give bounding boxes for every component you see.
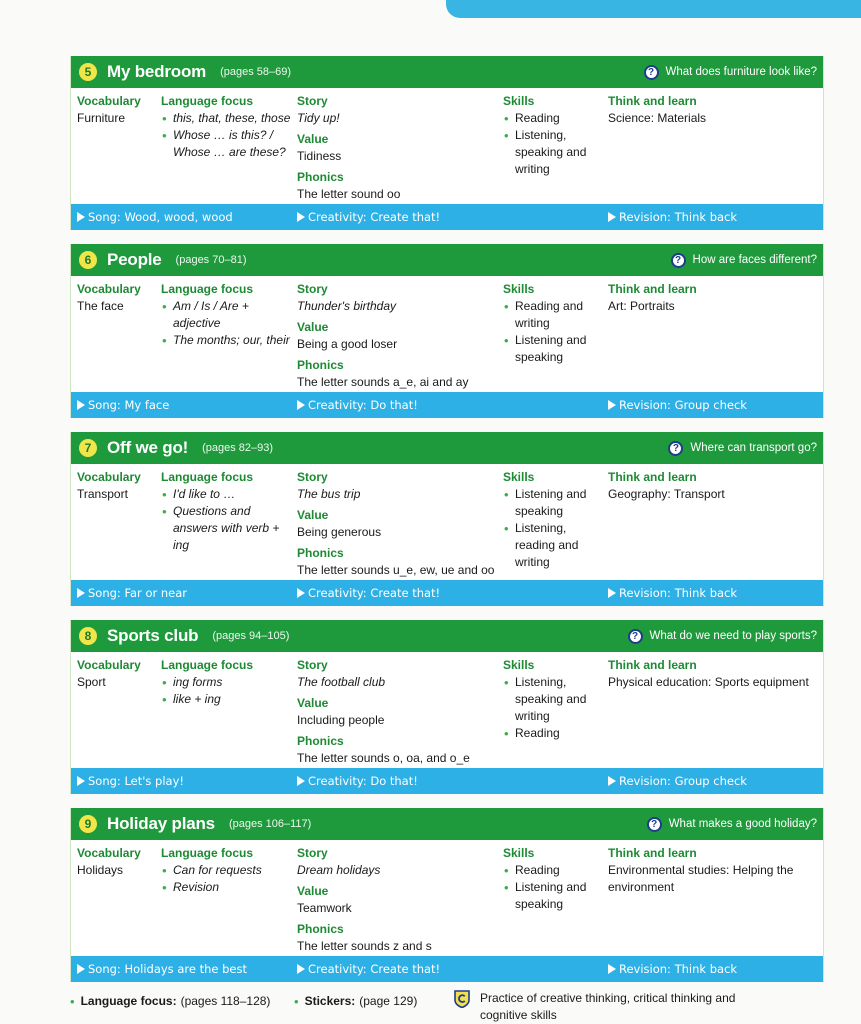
song-label: Song: My face [88,398,170,412]
vocabulary-column [77,469,157,503]
phonics-heading: Phonics [297,358,344,372]
skills-column [503,281,603,366]
phonics-text: The letter sounds u_e, ew, ue and oo [297,563,495,577]
revision-link [608,774,747,788]
language-focus-column [161,657,291,708]
story-heading: Story [297,470,328,484]
units-list [70,56,824,996]
revision-link [608,586,737,600]
language-focus-item: • Questions and answers with verb + ing [161,503,291,554]
language-focus-list [161,110,291,161]
play-arrow-icon [77,776,85,786]
play-arrow-icon [608,588,616,598]
vocabulary-heading: Vocabulary [77,658,141,672]
unit-pages: (pages 70–81) [175,254,247,266]
vocabulary-text: Transport [77,487,128,501]
think-and-learn-column [608,281,823,315]
skills-column [503,845,603,913]
unit-footer-bar [71,204,823,230]
unit-title: Sports club [107,626,199,645]
vocabulary-text: The face [77,299,124,313]
creativity-label: Creativity: Do that! [308,398,418,412]
song-link [77,398,169,412]
skills-list [503,110,603,178]
think-and-learn-heading: Think and learn [608,846,697,860]
big-question [671,253,817,268]
value-text: Teamwork [297,901,352,915]
unit-body [71,88,823,204]
unit-block [70,808,824,982]
big-question-text: What do we need to play sports? [649,630,817,642]
big-question-text: What does furniture look like? [665,66,817,78]
question-icon: ? [671,253,686,268]
story-title: Dream holidays [297,863,381,877]
play-arrow-icon [608,964,616,974]
phonics-text: The letter sounds o, oa, and o_e [297,751,470,765]
vocabulary-heading: Vocabulary [77,282,141,296]
unit-body [71,840,823,956]
play-arrow-icon [77,212,85,222]
language-focus-heading: Language focus [161,846,254,860]
value-heading: Value [297,132,329,146]
song-link [77,210,233,224]
unit-footer-bar [71,956,823,982]
footnote-practice [454,990,770,1024]
value-heading: Value [297,508,329,522]
think-and-learn-text: Geography: Transport [608,487,725,501]
language-focus-list [161,674,291,708]
value-text: Being generous [297,525,382,539]
unit-title: Off we go! [107,438,189,457]
creativity-link [297,962,440,976]
value-heading: Value [297,696,329,710]
story-heading: Story [297,94,328,108]
language-focus-list [161,862,291,896]
story-column [297,281,497,391]
language-focus-item: • like + ing [161,691,291,708]
skill-item: • Reading [503,110,603,127]
song-link [77,774,184,788]
creativity-label: Creativity: Create that! [308,962,441,976]
creativity-label: Creativity: Create that! [308,586,441,600]
skill-item: • Listening and speaking [503,332,603,366]
play-arrow-icon [608,400,616,410]
skill-item: • Listening and speaking [503,486,603,520]
skills-heading: Skills [503,658,535,672]
big-question-text: What makes a good holiday? [668,818,817,830]
value-text: Including people [297,713,385,727]
creativity-link [297,586,440,600]
song-label: Song: Holidays are the best [88,962,247,976]
footnote-label: Language focus: [80,994,177,1008]
vocabulary-column [77,281,157,315]
song-link [77,586,187,600]
skill-item: • Listening and speaking [503,879,603,913]
story-heading: Story [297,282,328,296]
vocabulary-text: Sport [77,675,106,689]
big-question-text: Where can transport go? [690,442,817,454]
skills-heading: Skills [503,94,535,108]
think-and-learn-text: Art: Portraits [608,299,675,313]
language-focus-heading: Language focus [161,282,254,296]
revision-link [608,398,747,412]
unit-number-badge: 6 [79,251,97,269]
think-and-learn-heading: Think and learn [608,282,697,296]
value-text: Being a good loser [297,337,398,351]
think-and-learn-column [608,657,823,691]
vocabulary-heading: Vocabulary [77,470,141,484]
phonics-heading: Phonics [297,922,344,936]
unit-header [71,808,823,840]
big-question [647,817,817,832]
skills-list [503,862,603,913]
unit-number-badge: 9 [79,815,97,833]
vocabulary-column [77,657,157,691]
creativity-link [297,398,418,412]
unit-footer-bar [71,768,823,794]
unit-header [71,432,823,464]
big-question [628,629,818,644]
song-label: Song: Let's play! [88,774,185,788]
unit-body [71,276,823,392]
unit-footer-bar [71,580,823,606]
unit-block [70,56,824,230]
big-question [644,65,818,80]
language-focus-item: • The months; our, their [161,332,291,349]
unit-block [70,244,824,418]
vocabulary-column [77,93,157,127]
question-icon: ? [668,441,683,456]
revision-link [608,962,737,976]
vocabulary-text: Furniture [77,111,126,125]
think-and-learn-column [608,469,823,503]
value-heading: Value [297,320,329,334]
unit-pages: (pages 82–93) [202,442,274,454]
language-focus-column [161,845,291,896]
song-label: Song: Far or near [88,586,188,600]
story-heading: Story [297,658,328,672]
skills-list [503,674,603,742]
unit-pages: (pages 58–69) [220,66,292,78]
skills-column [503,657,603,742]
big-question [668,441,817,456]
play-arrow-icon [608,212,616,222]
language-focus-item: • this, that, these, those [161,110,291,127]
footnote-label: Stickers: [304,994,356,1008]
skills-list [503,298,603,366]
skills-column [503,93,603,178]
song-label: Song: Wood, wood, wood [88,210,233,224]
language-focus-list [161,298,291,349]
unit-header [71,56,823,88]
unit-block [70,432,824,606]
think-and-learn-text: Environmental studies: Helping the environment [608,863,794,894]
footnote-language-focus [70,994,270,1009]
language-focus-heading: Language focus [161,658,254,672]
creativity-label: Creativity: Do that! [308,774,418,788]
vocabulary-column [77,845,157,879]
language-focus-item: • Am / Is / Are + adjective [161,298,291,332]
skills-list [503,486,603,571]
skills-column [503,469,603,571]
phonics-heading: Phonics [297,546,344,560]
skill-item: • Reading [503,862,603,879]
language-focus-list [161,486,291,554]
think-and-learn-heading: Think and learn [608,658,697,672]
revision-link [608,210,737,224]
language-focus-item: • I'd like to … [161,486,291,503]
footnote-pages: (page 129) [359,994,418,1008]
vocabulary-heading: Vocabulary [77,846,141,860]
think-and-learn-text: Physical education: Sports equipment [608,675,809,689]
language-focus-item: • ing forms [161,674,291,691]
revision-label: Revision: Think back [619,210,738,224]
top-decorative-tab [446,0,861,18]
unit-number-badge: 8 [79,627,97,645]
vocabulary-text: Holidays [77,863,124,877]
story-column [297,93,497,203]
creativity-link [297,774,418,788]
revision-label: Revision: Think back [619,586,738,600]
play-arrow-icon [77,964,85,974]
question-icon: ? [647,817,662,832]
footnote-stickers [294,994,417,1009]
vocabulary-heading: Vocabulary [77,94,141,108]
play-arrow-icon [608,776,616,786]
skill-item: • Listening, reading and writing [503,520,603,571]
story-column [297,845,497,955]
unit-title: Holiday plans [107,814,215,833]
story-column [297,469,497,579]
story-column [297,657,497,767]
language-focus-column [161,281,291,349]
play-arrow-icon [297,212,305,222]
revision-label: Revision: Think back [619,962,738,976]
story-title: Tidy up! [297,111,340,125]
unit-pages: (pages 106–117) [228,818,312,830]
language-focus-column [161,469,291,554]
creativity-link [297,210,440,224]
phonics-text: The letter sounds a_e, ai and ay [297,375,469,389]
phonics-heading: Phonics [297,170,344,184]
bullet-icon: • [294,994,299,1009]
question-icon: ? [628,629,643,644]
creativity-label: Creativity: Create that! [308,210,441,224]
unit-header [71,244,823,276]
skill-item: • Reading [503,725,603,742]
unit-body [71,652,823,768]
play-arrow-icon [77,588,85,598]
question-icon: ? [644,65,659,80]
revision-label: Revision: Group check [619,774,747,788]
skill-item: • Listening, speaking and writing [503,127,603,178]
story-title: The football club [297,675,386,689]
think-and-learn-heading: Think and learn [608,94,697,108]
big-question-text: How are faces different? [692,254,817,266]
think-and-learn-heading: Think and learn [608,470,697,484]
value-text: Tidiness [297,149,342,163]
phonics-text: The letter sounds z and s [297,939,432,953]
play-arrow-icon [297,588,305,598]
footnote-practice-text: Practice of creative thinking, critical thinking and cognitive skills [480,991,736,1022]
think-and-learn-text: Science: Materials [608,111,707,125]
skills-heading: Skills [503,282,535,296]
language-focus-item: • Revision [161,879,291,896]
bullet-icon: • [70,994,75,1009]
unit-pages: (pages 94–105) [212,630,290,642]
unit-footer-bar [71,392,823,418]
skill-item: • Reading and writing [503,298,603,332]
language-focus-heading: Language focus [161,470,254,484]
unit-title: People [107,250,162,269]
shield-c-icon [454,990,470,1008]
unit-header [71,620,823,652]
skills-heading: Skills [503,846,535,860]
value-heading: Value [297,884,329,898]
play-arrow-icon [297,964,305,974]
footnote-pages: (pages 118–128) [180,994,271,1008]
unit-number-badge: 7 [79,439,97,457]
phonics-text: The letter sound oo [297,187,401,201]
think-and-learn-column [608,845,823,896]
skills-heading: Skills [503,470,535,484]
unit-body [71,464,823,580]
language-focus-item: • Can for requests [161,862,291,879]
unit-number-badge: 5 [79,63,97,81]
language-focus-heading: Language focus [161,94,254,108]
play-arrow-icon [77,400,85,410]
think-and-learn-column [608,93,823,127]
skill-item: • Listening, speaking and writing [503,674,603,725]
phonics-heading: Phonics [297,734,344,748]
language-focus-item: • Whose … is this? / Whose … are these? [161,127,291,161]
unit-block [70,620,824,794]
story-title: The bus trip [297,487,361,501]
story-title: Thunder's birthday [297,299,397,313]
language-focus-column [161,93,291,161]
play-arrow-icon [297,400,305,410]
story-heading: Story [297,846,328,860]
song-link [77,962,247,976]
play-arrow-icon [297,776,305,786]
page-footer [70,990,830,1024]
unit-title: My bedroom [107,62,207,81]
revision-label: Revision: Group check [619,398,747,412]
